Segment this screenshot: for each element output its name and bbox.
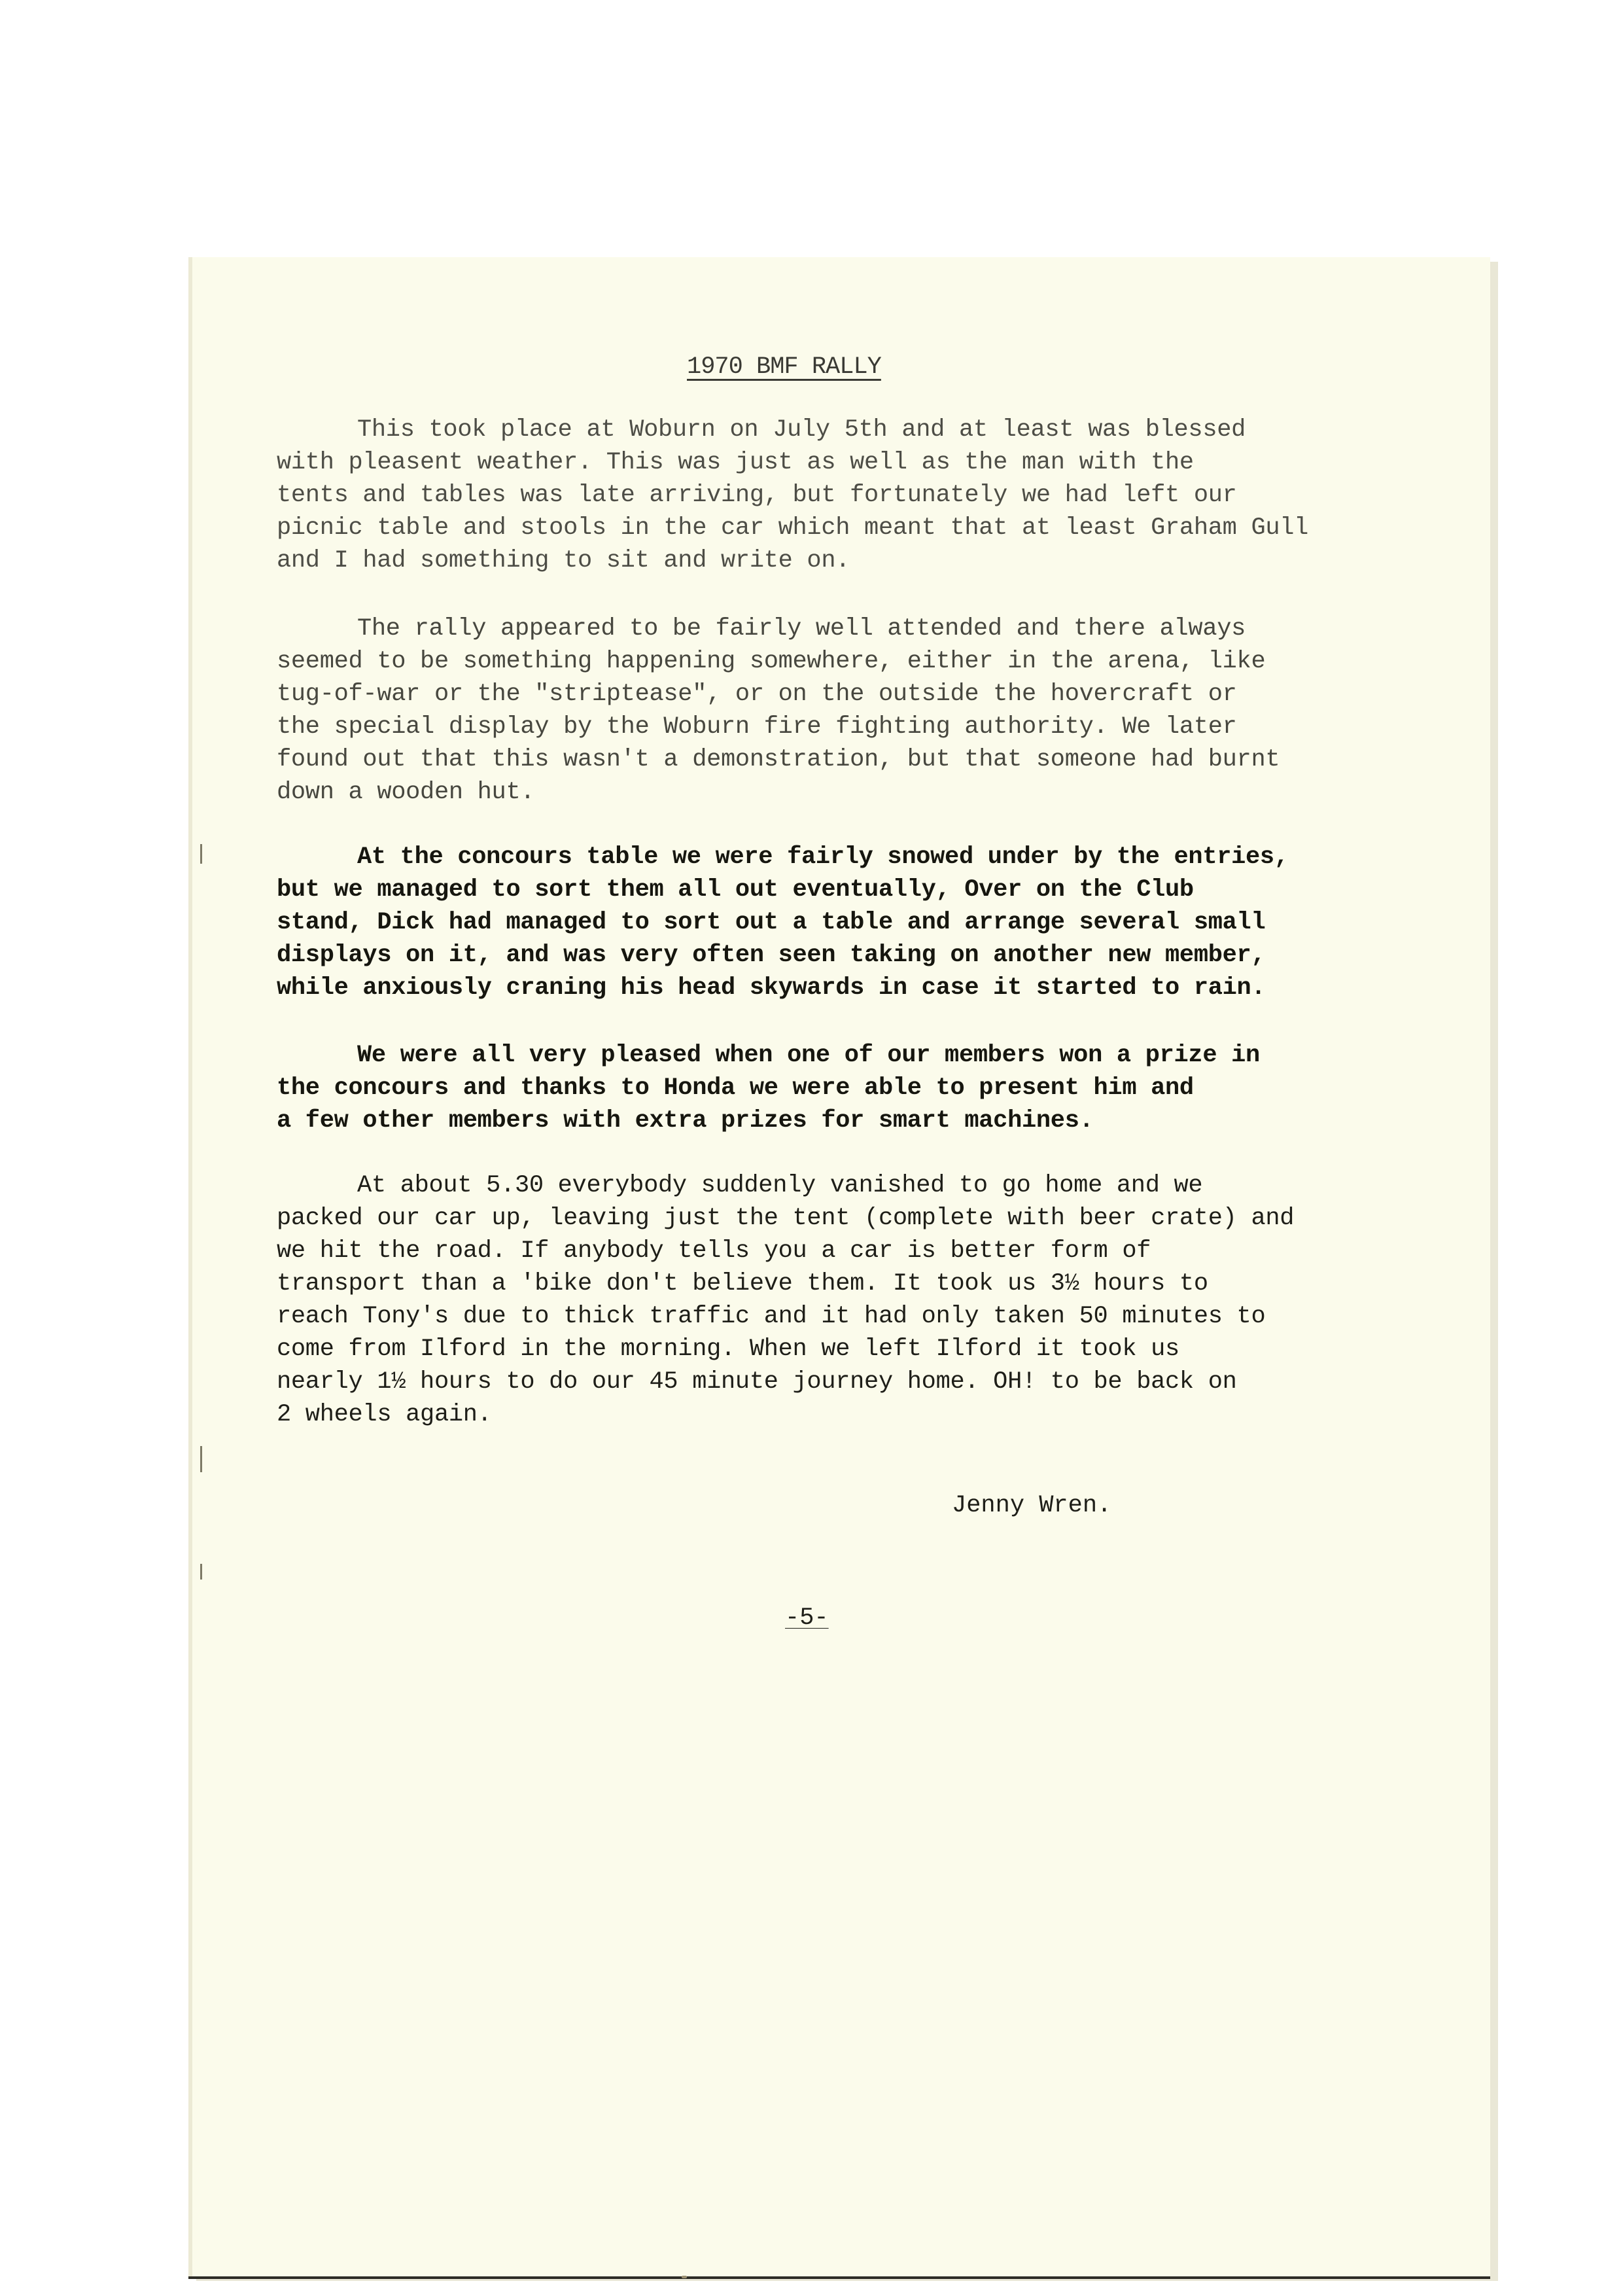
staple-mark	[200, 1564, 202, 1580]
dust-speck	[682, 2276, 687, 2278]
author-signature: Jenny Wren.	[952, 1492, 1112, 1519]
staple-mark	[200, 1446, 202, 1472]
page-number-text: -5-	[785, 1604, 829, 1632]
text-line: found out that this wasn't a demonstration, but that someone had burnt	[277, 746, 1280, 773]
paragraph-4	[277, 1039, 1474, 1137]
text-line: tug-of-war or the "striptease", or on the outside the hovercraft or	[277, 680, 1237, 708]
text-line: the concours and thanks to Honda we were able to present him and	[277, 1074, 1194, 1102]
text-line: 2 wheels again.	[277, 1401, 492, 1428]
text-line: displays on it, and was very often seen taking on another new member,	[277, 942, 1266, 969]
text-line: a few other members with extra prizes for smart machines.	[277, 1107, 1094, 1135]
article-title: 1970 BMF RALLY	[687, 353, 881, 381]
staple-mark	[200, 844, 202, 864]
paragraph-2	[277, 612, 1474, 809]
page-number	[785, 1604, 829, 1632]
text-line: picnic table and stools in the car which meant that at least Graham Gull	[277, 514, 1309, 542]
paragraph-3	[277, 841, 1474, 1004]
text-line: At about 5.30 everybody suddenly vanished to go home and we	[357, 1172, 1203, 1199]
text-line: down a wooden hut.	[277, 779, 535, 806]
text-line: seemed to be something happening somewhere, either in the arena, like	[277, 648, 1266, 675]
paragraph-5	[277, 1169, 1474, 1431]
text-line: The rally appeared to be fairly well attended and there always	[357, 615, 1246, 643]
text-line: reach Tony's due to thick traffic and it had only taken 50 minutes to	[277, 1303, 1266, 1330]
text-line: We were all very pleased when one of our members won a prize in	[357, 1042, 1260, 1069]
text-line: transport than a 'bike don't believe them. It took us 3½ hours to	[277, 1270, 1208, 1298]
text-line: stand, Dick had managed to sort out a table and arrange several small	[277, 909, 1266, 936]
text-line: we hit the road. If anybody tells you a car is better form of	[277, 1237, 1151, 1265]
text-line: with pleasent weather. This was just as well as the man with the	[277, 449, 1194, 476]
text-line: tents and tables was late arriving, but fortunately we had left our	[277, 482, 1237, 509]
text-line: the special display by the Woburn fire fighting authority. We later	[277, 713, 1237, 741]
text-line: while anxiously craning his head skywards in case it started to rain.	[277, 974, 1266, 1002]
text-line: but we managed to sort them all out eventually, Over on the Club	[277, 876, 1194, 904]
text-line: and I had something to sit and write on.	[277, 547, 850, 574]
paper-left-edge	[188, 257, 192, 2276]
text-line: packed our car up, leaving just the tent (complete with beer crate) and	[277, 1205, 1295, 1232]
text-line: This took place at Woburn on July 5th and at least was blessed	[357, 416, 1246, 444]
text-line: nearly 1½ hours to do our 45 minute journey home. OH! to be back on	[277, 1368, 1237, 1396]
paragraph-1	[277, 414, 1474, 577]
text-line: At the concours table we were fairly snowed under by the entries,	[357, 843, 1289, 871]
text-line: come from Ilford in the morning. When we left Ilford it took us	[277, 1335, 1179, 1363]
